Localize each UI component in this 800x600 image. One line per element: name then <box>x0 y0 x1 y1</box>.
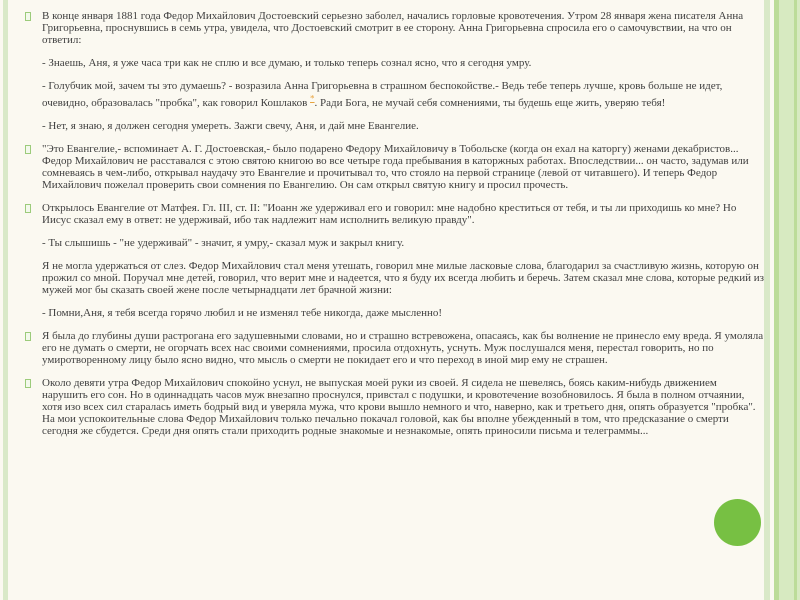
paragraph-text: - Знаешь, Аня, я уже часа три как не сплю и все думаю, и только теперь сознал ясно, что я сегодня умру. <box>42 57 532 69</box>
bullet-square-icon <box>25 332 31 341</box>
paragraph <box>42 80 765 109</box>
footnote-asterisk-link[interactable]: * <box>310 93 315 103</box>
paragraph <box>42 120 765 132</box>
paragraph-text: Открылось Евангелие от Матфея. Гл. III, ст. II: "Иоанн же удерживал его и говорил: мне надобно креститься от тебя, и ты ли приходишь ко мне? Но Иисус сказал ему в ответ: не удерживай, ибо так надлежит нам исполнить великую правду". <box>42 201 737 226</box>
bullet-square-icon <box>25 204 31 213</box>
paragraph-text: В конце января 1881 года Федор Михайлович Достоевский серьезно заболел, начались горловые кровотечения. Утром 28 января жена писателя Анна Григорьевна, проснувшись в семь утра, увидела, что Достоевский смотрит в ее сторону. Анна Григорьевна спросила его о самочувствии, на что он ответил: <box>42 10 744 46</box>
paragraph <box>42 260 765 296</box>
paragraph-text: - Ты слышишь - "не удерживай" - значит, я умру,- сказал муж и закрыл книгу. <box>42 236 405 249</box>
paragraph-text: - Нет, я знаю, я должен сегодня умереть. Зажги свечу, Аня, и дай мне Евангелие. <box>42 119 419 132</box>
left-border-stripe <box>3 0 8 600</box>
paragraph-text: Около девяти утра Федор Михайлович спокойно уснул, не выпуская моей руки из своей. Я сидела не шевелясь, боясь каким-нибудь движением нарушить его сон. Но в одиннадцать часов муж внезапно проснулся, привстал с подушки, и кровотечение возобновилось. Я была в полном отчаянии, хотя изо всех сил старалась иметь бодрый вид и уверяла мужа, что крови вышло немного и что, наверно, как и третьего дня, опять образуется "пробка". На мои успокоительные слова Федор Михайлович только печально покачал головой, как бы вполне убежденный в том, что предсказание о смерти сегодня же сбудется. Среди дня опять стали приходить родные знакомые и незнакомые, опять приносили письма и телеграммы... <box>42 376 756 437</box>
right-border-stripe-thin <box>764 0 770 600</box>
bullet-square-icon <box>25 379 31 388</box>
bullet-paragraph <box>42 10 765 46</box>
slide-text-content <box>42 10 765 448</box>
bullet-square-icon <box>25 145 31 154</box>
green-circle-decoration <box>714 499 761 546</box>
bullet-square-icon <box>25 12 31 21</box>
paragraph-text: Я была до глубины души растрогана его задушевными словами, но и страшно встревожена, опасаясь, как бы волнение не принесло ему вреда. Я умоляла его не думать о смерти, не огорчать всех нас своими сомнениями, просила отдохнуть, уснуть. Муж послушался меня, перестал говорить, но по умиротворенному лицу было ясно видно, что мысль о смерти не покидает его и что переход в иной мир ему не страшен. <box>42 329 764 366</box>
paragraph-text: - Голубчик мой, зачем ты это думаешь? - возразила Анна Григорьевна в страшном беспокойстве.- Ведь тебе теперь лучше, кровь больше не идет, очевидно, образовалась "пробка", как говорил Кошлаков *. Ради Бога, не мучай себя сомнениями, ты будешь еще жить, уверяю тебя! <box>42 80 723 109</box>
paragraph <box>42 57 765 69</box>
bullet-paragraph <box>42 202 765 226</box>
bullet-paragraph <box>42 377 765 437</box>
paragraph <box>42 307 765 319</box>
paragraph-text: "Это Евангелие,- вспоминает А. Г. Достоевская,- было подарено Федору Михайловичу в Тобольске (когда он ехал на каторгу) женами декабристов... Федор Михайлович не расставался с этою святою книгою во все четыре года пребывания в каторжных работах. Впоследствии... он часто, задумав или сомневаясь в чем-либо, открывал наудачу это Евангелие и прочитывал то, что стояло на первой странице (левой от читавшего). И теперь Федор Михайлович пожелал проверить свои сомнения по Евангелию. Он сам открыл святую книгу и просил прочесть. <box>42 142 749 191</box>
paragraph <box>42 237 765 249</box>
bullet-paragraph <box>42 330 765 366</box>
bullet-paragraph <box>42 143 765 191</box>
paragraph-text: - Помни,Аня, я тебя всегда горячо любил и не изменял тебе никогда, даже мысленно! <box>42 306 443 319</box>
paragraph-text: Я не могла удержаться от слез. Федор Михайлович стал меня утешать, говорил мне милые ласковые слова, благодарил за счастливую жизнь, которую он прожил со мной. Поручал мне детей, говорил, что верит мне и надеется, что я буду их всегда любить и беречь. Затем сказал мне слова, которые редкий из мужей мог бы сказать своей жене после четырнадцати лет брачной жизни: <box>42 259 764 296</box>
right-border-stripe-band <box>774 0 800 600</box>
